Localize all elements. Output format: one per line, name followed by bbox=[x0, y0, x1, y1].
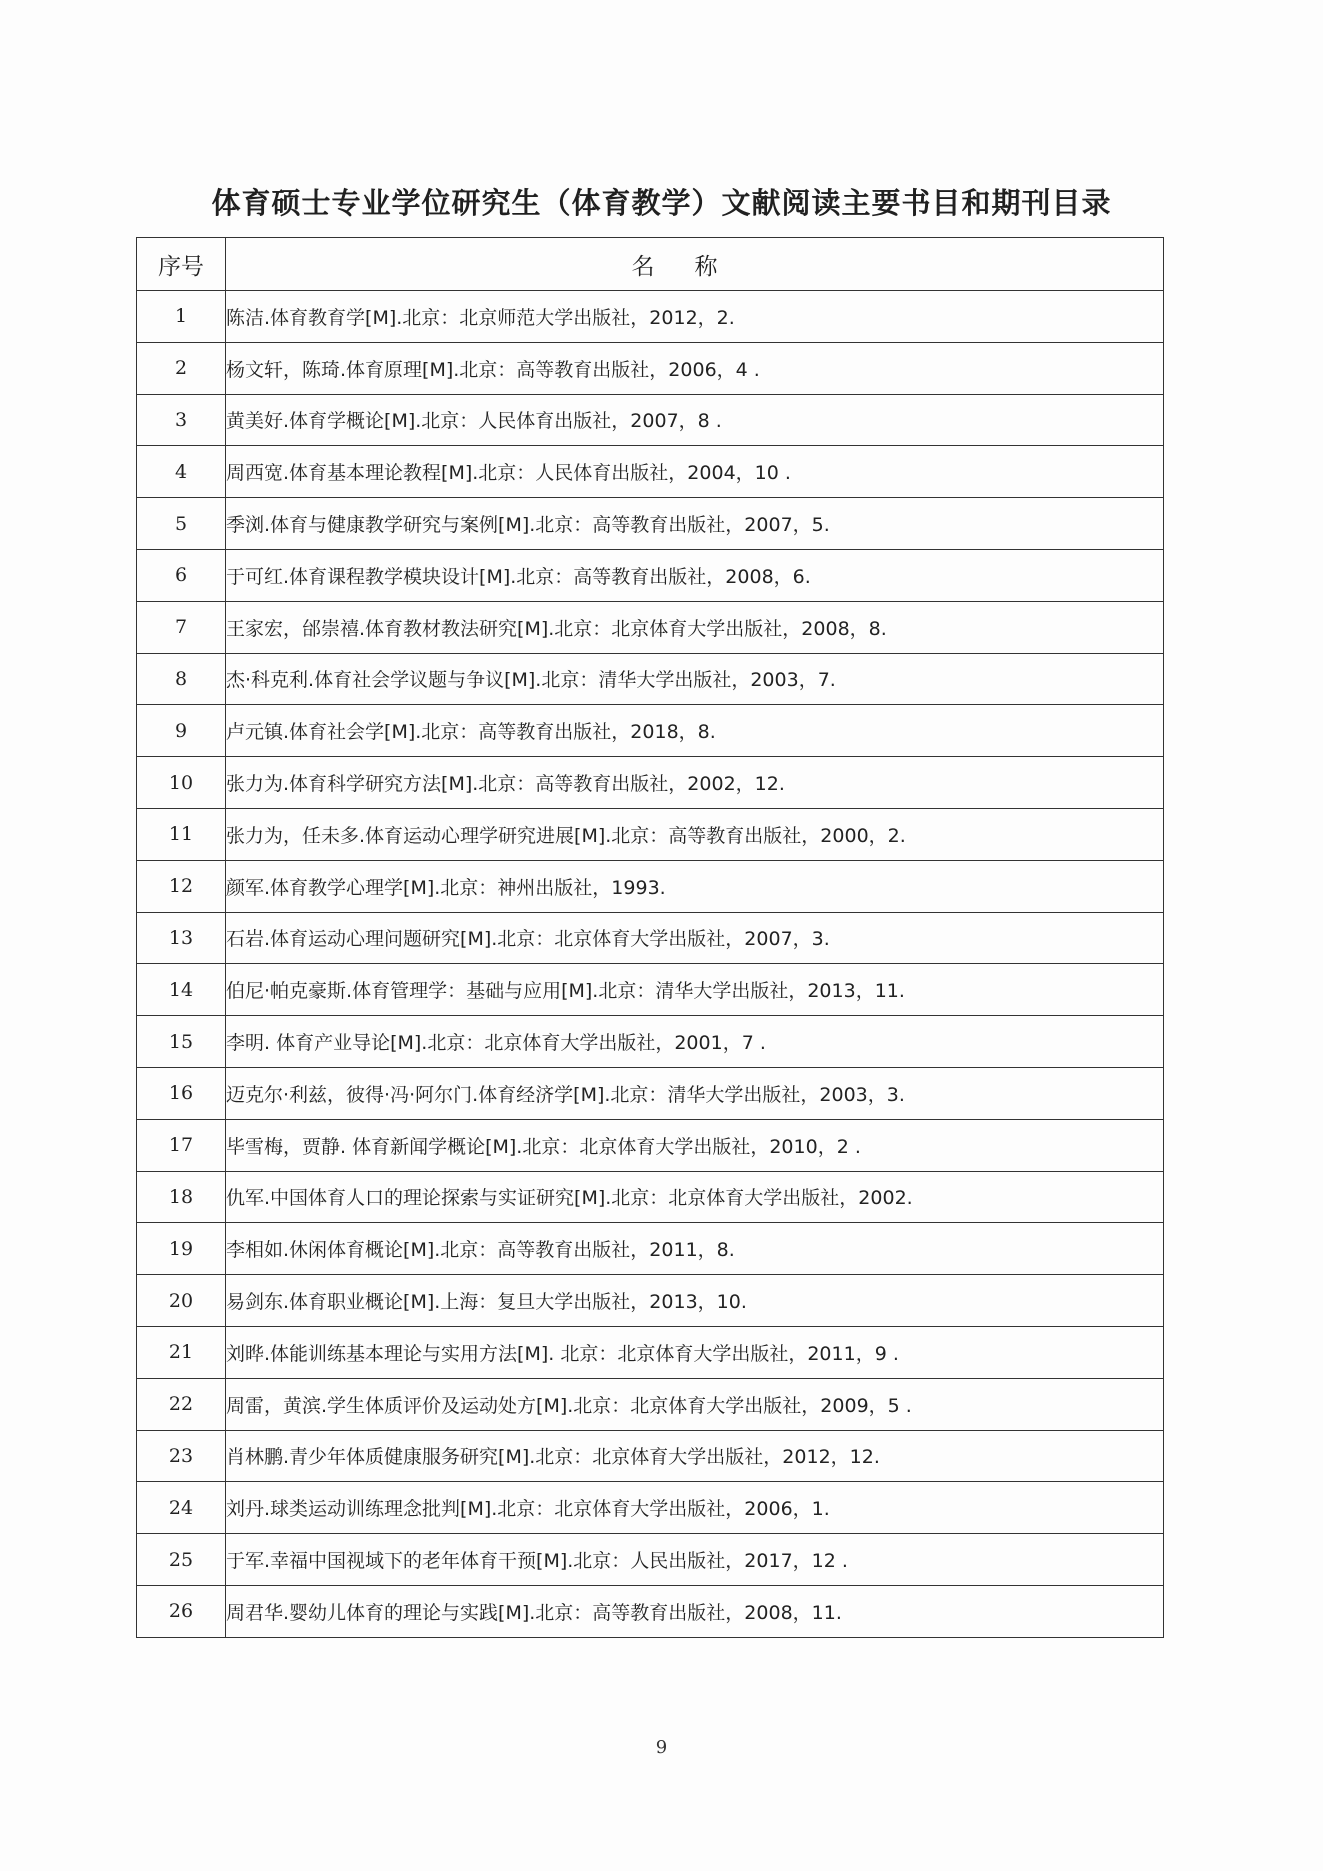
row-entry: 李明. 体育产业导论[M].北京：北京体育大学出版社，2001，7 . bbox=[226, 1016, 1164, 1068]
table-row bbox=[137, 1016, 1164, 1068]
row-entry: 肖林鹏.青少年体质健康服务研究[M].北京：北京体育大学出版社，2012，12. bbox=[226, 1430, 1164, 1482]
row-entry: 张力为.体育科学研究方法[M].北京：高等教育出版社，2002，12. bbox=[226, 757, 1164, 809]
row-entry: 陈洁.体育教育学[M].北京：北京师范大学出版社，2012，2. bbox=[226, 291, 1164, 343]
row-index: 12 bbox=[137, 860, 226, 912]
row-index: 19 bbox=[137, 1223, 226, 1275]
row-entry: 于军.幸福中国视域下的老年体育干预[M].北京：人民出版社，2017，12 . bbox=[226, 1534, 1164, 1586]
table-row bbox=[137, 1171, 1164, 1223]
row-entry: 周君华.婴幼儿体育的理论与实践[M].北京：高等教育出版社，2008，11. bbox=[226, 1585, 1164, 1637]
row-index: 16 bbox=[137, 1067, 226, 1119]
table-row bbox=[137, 912, 1164, 964]
table-row bbox=[137, 549, 1164, 601]
row-index: 17 bbox=[137, 1119, 226, 1171]
row-index: 25 bbox=[137, 1534, 226, 1586]
table-row bbox=[137, 394, 1164, 446]
row-index: 1 bbox=[137, 291, 226, 343]
header-name: 名称 bbox=[226, 238, 1164, 291]
row-index: 10 bbox=[137, 757, 226, 809]
row-entry: 卢元镇.体育社会学[M].北京：高等教育出版社，2018，8. bbox=[226, 705, 1164, 757]
row-index: 2 bbox=[137, 342, 226, 394]
row-entry: 石岩.体育运动心理问题研究[M].北京：北京体育大学出版社，2007，3. bbox=[226, 912, 1164, 964]
table-row bbox=[137, 653, 1164, 705]
table-row bbox=[137, 1482, 1164, 1534]
row-index: 9 bbox=[137, 705, 226, 757]
table-row bbox=[137, 446, 1164, 498]
row-index: 14 bbox=[137, 964, 226, 1016]
row-entry: 杨文轩，陈琦.体育原理[M].北京：高等教育出版社，2006，4 . bbox=[226, 342, 1164, 394]
row-index: 15 bbox=[137, 1016, 226, 1068]
row-entry: 于可红.体育课程教学模块设计[M].北京：高等教育出版社，2008，6. bbox=[226, 549, 1164, 601]
row-entry: 黄美好.体育学概论[M].北京：人民体育出版社，2007，8 . bbox=[226, 394, 1164, 446]
row-entry: 张力为，任未多.体育运动心理学研究进展[M].北京：高等教育出版社，2000，2. bbox=[226, 808, 1164, 860]
table-row bbox=[137, 601, 1164, 653]
table-row bbox=[137, 1223, 1164, 1275]
row-entry: 周雷，黄滨.学生体质评价及运动处方[M].北京：北京体育大学出版社，2009，5 . bbox=[226, 1378, 1164, 1430]
row-index: 22 bbox=[137, 1378, 226, 1430]
row-entry: 毕雪梅，贾静. 体育新闻学概论[M].北京：北京体育大学出版社，2010，2 . bbox=[226, 1119, 1164, 1171]
header-index: 序号 bbox=[137, 238, 226, 291]
row-index: 11 bbox=[137, 808, 226, 860]
table-row bbox=[137, 757, 1164, 809]
row-index: 3 bbox=[137, 394, 226, 446]
row-index: 4 bbox=[137, 446, 226, 498]
table-row bbox=[137, 1585, 1164, 1637]
row-entry: 李相如.休闲体育概论[M].北京：高等教育出版社，2011，8. bbox=[226, 1223, 1164, 1275]
row-index: 24 bbox=[137, 1482, 226, 1534]
table-row bbox=[137, 808, 1164, 860]
row-entry: 季浏.体育与健康教学研究与案例[M].北京：高等教育出版社，2007，5. bbox=[226, 498, 1164, 550]
table-row bbox=[137, 860, 1164, 912]
table-row bbox=[137, 1326, 1164, 1378]
row-entry: 刘丹.球类运动训练理念批判[M].北京：北京体育大学出版社，2006，1. bbox=[226, 1482, 1164, 1534]
table-body bbox=[137, 291, 1164, 1638]
document-title: 体育硕士专业学位研究生（体育教学）文献阅读主要书目和期刊目录 bbox=[211, 186, 1112, 220]
row-index: 23 bbox=[137, 1430, 226, 1482]
table-row bbox=[137, 498, 1164, 550]
row-entry: 易剑东.体育职业概论[M].上海：复旦大学出版社，2013，10. bbox=[226, 1275, 1164, 1327]
table-row bbox=[137, 1067, 1164, 1119]
table-header-row bbox=[137, 238, 1164, 291]
table-row bbox=[137, 1119, 1164, 1171]
row-index: 7 bbox=[137, 601, 226, 653]
row-entry: 仇军.中国体育人口的理论探索与实证研究[M].北京：北京体育大学出版社，2002. bbox=[226, 1171, 1164, 1223]
table-row bbox=[137, 964, 1164, 1016]
row-entry: 杰·科克利.体育社会学议题与争议[M].北京：清华大学出版社，2003，7. bbox=[226, 653, 1164, 705]
row-entry: 迈克尔·利兹，彼得·冯·阿尔门.体育经济学[M].北京：清华大学出版社，2003，3. bbox=[226, 1067, 1164, 1119]
row-index: 5 bbox=[137, 498, 226, 550]
page-number: 9 bbox=[655, 1737, 668, 1758]
row-entry: 王家宏，邰崇禧.体育教材教法研究[M].北京：北京体育大学出版社，2008，8. bbox=[226, 601, 1164, 653]
reading-list-table bbox=[136, 237, 1164, 1638]
row-entry: 周西宽.体育基本理论教程[M].北京：人民体育出版社，2004，10 . bbox=[226, 446, 1164, 498]
table-row bbox=[137, 1430, 1164, 1482]
row-entry: 颜军.体育教学心理学[M].北京：神州出版社，1993. bbox=[226, 860, 1164, 912]
row-entry: 伯尼·帕克豪斯.体育管理学：基础与应用[M].北京：清华大学出版社，2013，11. bbox=[226, 964, 1164, 1016]
row-index: 13 bbox=[137, 912, 226, 964]
table-row bbox=[137, 1534, 1164, 1586]
row-index: 18 bbox=[137, 1171, 226, 1223]
table-row bbox=[137, 1275, 1164, 1327]
row-index: 20 bbox=[137, 1275, 226, 1327]
table-row bbox=[137, 342, 1164, 394]
row-entry: 刘晔.体能训练基本理论与实用方法[M]. 北京：北京体育大学出版社，2011，9 . bbox=[226, 1326, 1164, 1378]
table-row bbox=[137, 705, 1164, 757]
row-index: 6 bbox=[137, 549, 226, 601]
row-index: 8 bbox=[137, 653, 226, 705]
table-row bbox=[137, 291, 1164, 343]
row-index: 21 bbox=[137, 1326, 226, 1378]
row-index: 26 bbox=[137, 1585, 226, 1637]
table-row bbox=[137, 1378, 1164, 1430]
